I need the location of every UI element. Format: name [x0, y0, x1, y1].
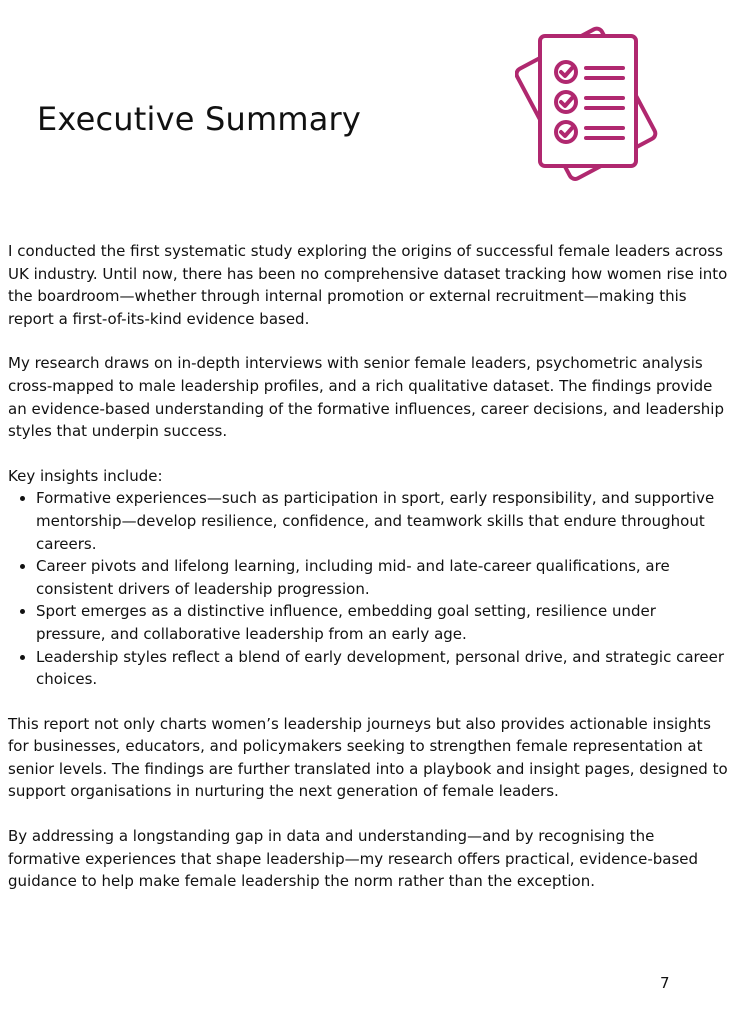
page-title: Executive Summary	[37, 100, 362, 138]
conclusion-paragraph: By addressing a longstanding gap in data and understanding—and by recognising the formative experiences that shape leadership—my research offers practical, evidence-based guidance to help make female leadership the norm rather than the exception.	[8, 827, 699, 891]
insights-list	[8, 487, 728, 690]
checklist-document-icon	[515, 22, 665, 182]
list-item: • Leadership styles reflect a blend of early development, personal drive, and strategic career choices.	[36, 646, 728, 691]
impact-paragraph: This report not only charts women’s leadership journeys but also provides actionable insights for businesses, educators, and policymakers seeking to strengthen female representation at senior levels. The findings are further translated into a playbook and insight pages, designed to support organisations in nurturing the next generation of female leaders.	[8, 714, 728, 801]
list-item: • Sport emerges as a distinctive influence, embedding goal setting, resilience under pressure, and collaborative leadership from an early age.	[36, 600, 728, 645]
summary-body	[8, 240, 728, 915]
page-number: 7	[660, 974, 670, 992]
insights-intro: Key insights include:	[8, 466, 163, 485]
research-paragraph: My research draws on in-depth interviews with senior female leaders, psychometric analysis cross-mapped to male leadership profiles, and a rich qualitative dataset. The findings provide an evidence-based understanding of the formative influences, career decisions, and leadership styles that underpin success.	[8, 354, 724, 441]
list-item: • Career pivots and lifelong learning, including mid- and late-career qualifications, are consistent drivers of leadership progression.	[36, 555, 728, 600]
intro-paragraph: I conducted the first systematic study exploring the origins of successful female leaders across UK industry. Until now, there has been no comprehensive dataset tracking how women rise into the boardroom—whether through internal promotion or external recruitment—making this report a first-of-its-kind evidence based.	[8, 242, 728, 328]
list-item: • Formative experiences—such as participation in sport, early responsibility, and supportive mentorship—develop resilience, confidence, and teamwork skills that endure throughout careers.	[36, 487, 728, 555]
